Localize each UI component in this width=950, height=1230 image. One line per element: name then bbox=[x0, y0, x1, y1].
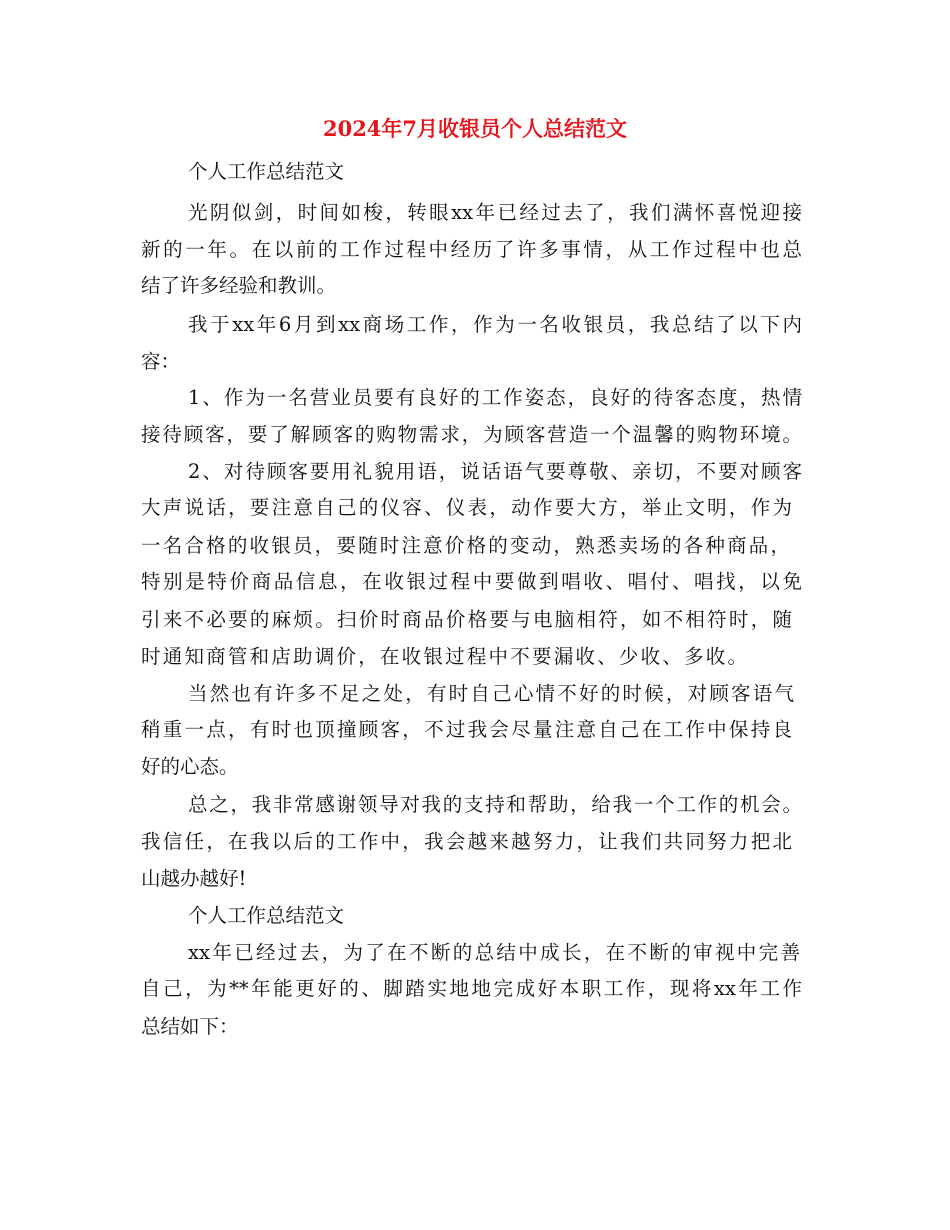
paragraph-line: 结了许多经验和教训。 bbox=[141, 274, 337, 297]
paragraph-line: 引来不必要的麻烦。扫价时商品价格要与电脑相符，如不相符时，随 bbox=[141, 608, 792, 631]
paragraph-line: 1、作为一名营业员要有良好的工作姿态，良好的待客态度，热情 bbox=[188, 386, 802, 409]
paragraph-line: 光阴似剑，时间如梭，转眼xx年已经过去了，我们满怀喜悦迎接 bbox=[188, 201, 802, 224]
paragraph-line: 我信任，在我以后的工作中，我会越来越努力，让我们共同努力把北 bbox=[141, 830, 792, 853]
paragraph-line: 好的心态。 bbox=[141, 755, 239, 778]
paragraph-line: 新的一年。在以前的工作过程中经历了许多事情，从工作过程中也总 bbox=[141, 238, 802, 261]
paragraph-line: 特别是特价商品信息，在收银过程中要做到唱收、唱付、唱找，以免 bbox=[141, 570, 802, 593]
paragraph-line: 当然也有许多不足之处，有时自己心情不好的时候，对顾客语气 bbox=[188, 682, 794, 705]
paragraph-line: 时通知商管和店助调价，在收银过程中不要漏收、少收、多收。 bbox=[141, 645, 747, 668]
paragraph-line: 2、对待顾客要用礼貌用语，说话语气要尊敬、亲切，不要对顾客 bbox=[188, 460, 802, 483]
paragraph-line: xx年已经过去，为了在不断的总结中成长，在不断的审视中完善 bbox=[188, 941, 800, 964]
paragraph-line: 一名合格的收银员，要随时注意价格的变动，熟悉卖场的各种商品， bbox=[141, 534, 790, 557]
paragraph-line: 自己，为**年能更好的、脚踏实地地完成好本职工作，现将xx年工作 bbox=[141, 977, 802, 1000]
paragraph-line: 容： bbox=[141, 350, 181, 373]
paragraph-line: 接待顾客，要了解顾客的购物需求，为顾客营造一个温馨的购物环境。 bbox=[141, 423, 802, 446]
paragraph-line: 我于xx年6月到xx商场工作，作为一名收银员，我总结了以下内 bbox=[188, 313, 802, 336]
paragraph-line: 总之，我非常感谢领导对我的支持和帮助，给我一个工作的机会。 bbox=[188, 793, 802, 816]
paragraph-line: 大声说话，要注意自己的仪容、仪表，动作要大方，举止文明，作为 bbox=[141, 496, 792, 519]
paragraph-line: 总结如下： bbox=[141, 1015, 239, 1038]
section-heading: 个人工作总结范文 bbox=[188, 904, 345, 927]
paragraph-line: 稍重一点，有时也顶撞顾客，不过我会尽量注意自己在工作中保持良 bbox=[141, 718, 792, 741]
section-heading: 个人工作总结范文 bbox=[188, 160, 345, 183]
paragraph-line: 山越办越好! bbox=[141, 867, 247, 890]
document-title: 2024年7月收银员个人总结范文 bbox=[322, 116, 628, 141]
